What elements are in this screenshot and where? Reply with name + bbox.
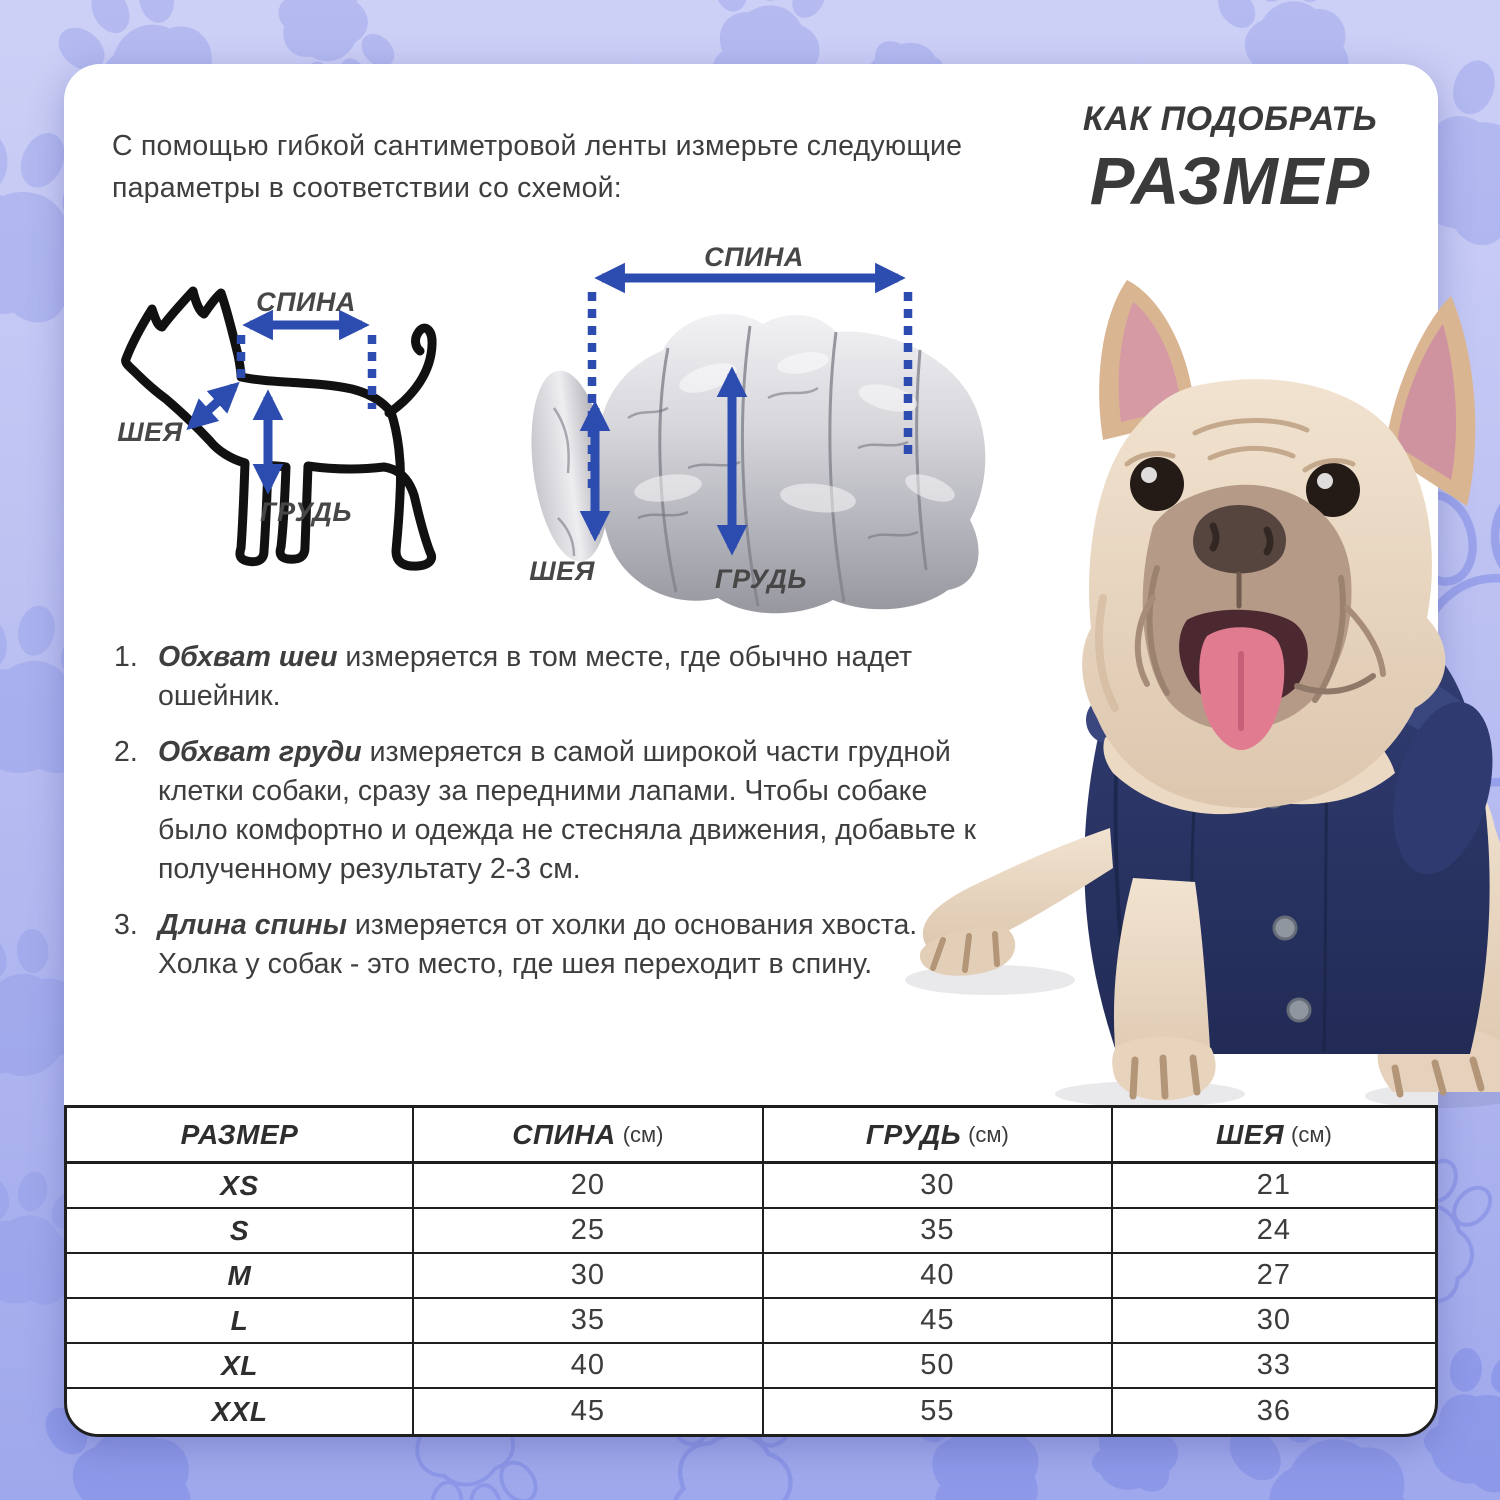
instruction-term: Длина спины (158, 909, 347, 942)
table-row-s-back (414, 1209, 764, 1254)
table-row-xl-back (414, 1344, 764, 1389)
table-row-l-back (414, 1299, 764, 1344)
size-table-header-back (414, 1108, 764, 1164)
header-label: ГРУДЬ (865, 1118, 962, 1150)
instruction-number: 2. (114, 736, 138, 769)
header-unit: (см) (1291, 1121, 1332, 1147)
table-row-l-size (67, 1299, 414, 1344)
back-value: 25 (570, 1214, 606, 1246)
instruction-item-3 (114, 906, 982, 984)
page-title-line2: РАЗМЕР (1089, 144, 1371, 219)
chest-value: 50 (920, 1349, 955, 1381)
table-row-m-neck (1113, 1254, 1435, 1299)
table-row-xl-neck (1113, 1344, 1435, 1389)
page-title-line1: КАК ПОДОБРАТЬ (1082, 100, 1378, 138)
size-table (64, 1105, 1438, 1437)
chest-value: 35 (920, 1214, 955, 1246)
instruction-item-2 (114, 733, 982, 889)
back-value: 40 (570, 1349, 606, 1381)
size-value: M (227, 1259, 252, 1291)
table-row-l-chest (764, 1299, 1113, 1344)
table-row-xs-size (67, 1164, 414, 1209)
header-label: СПИНА (512, 1118, 616, 1150)
instruction-body: измеряется от холки до основания хвоста. Холка у собак - это место, где шея переходит в спину. (158, 909, 918, 981)
back-value: 20 (570, 1169, 606, 1201)
table-row-l-neck (1113, 1299, 1435, 1344)
table-row-s-chest (764, 1209, 1113, 1254)
table-row-m-back (414, 1254, 764, 1299)
dog-chest-label: ГРУДЬ (260, 497, 352, 527)
neck-value: 33 (1256, 1349, 1292, 1381)
instruction-number: 3. (114, 909, 138, 942)
table-row-xs-chest (764, 1164, 1113, 1209)
size-table-header-size (67, 1108, 414, 1164)
size-table-header-chest (764, 1108, 1113, 1164)
neck-value: 30 (1256, 1304, 1292, 1336)
size-value: S (229, 1214, 250, 1246)
jacket-chest-label: ГРУДЬ (715, 564, 807, 594)
table-row-xs-back (414, 1164, 764, 1209)
size-value: XS (220, 1169, 259, 1201)
table-row-s-neck (1113, 1209, 1435, 1254)
dog-measurement-diagram (100, 263, 490, 598)
header-label: РАЗМЕР (180, 1118, 299, 1150)
size-value: L (230, 1304, 249, 1336)
chest-value: 30 (920, 1169, 955, 1201)
back-value: 45 (570, 1395, 606, 1427)
table-row-xxl-chest (764, 1389, 1113, 1434)
table-row-xxl-size (67, 1389, 414, 1434)
french-bulldog-photo (895, 268, 1500, 1108)
header-unit: (см) (968, 1121, 1009, 1147)
page-title (1025, 100, 1435, 220)
instruction-text (158, 733, 982, 889)
size-value: XXL (211, 1395, 268, 1427)
neck-value: 21 (1256, 1169, 1292, 1201)
table-row-xl-chest (764, 1344, 1113, 1389)
table-row-xs-neck (1113, 1164, 1435, 1209)
instruction-term: Обхват груди (158, 736, 362, 769)
header-unit: (см) (622, 1121, 664, 1147)
dog-neck-label: ШЕЯ (117, 417, 183, 447)
dog-head (1082, 379, 1445, 808)
table-row-m-chest (764, 1254, 1113, 1299)
jacket-back-label: СПИНА (704, 242, 804, 272)
instruction-number: 1. (114, 641, 138, 673)
instruction-body: измеряется в самой широкой части грудной клетки собаки, сразу за передними лапами. Чтобы собаке было комфортно и одежда не стесняла движения, добавьте к полученному результату 2-3 см. (158, 736, 976, 886)
size-value: XL (221, 1349, 258, 1381)
instruction-term: Обхват шеи (158, 641, 338, 673)
instruction-body: измеряется в том месте, где обычно надет ошейник. (158, 641, 913, 713)
table-row-s-size (67, 1209, 414, 1254)
dog-front-left-leg (920, 828, 1113, 976)
instructions-list (114, 638, 982, 1001)
instruction-text (158, 638, 982, 716)
chest-value: 55 (920, 1395, 955, 1427)
intro-text: С помощью гибкой сантиметровой ленты измерьте следующие параметры в соответствии со схемой: (112, 130, 963, 204)
neck-value: 27 (1256, 1259, 1292, 1291)
table-row-xl-size (67, 1344, 414, 1389)
chest-value: 40 (920, 1259, 955, 1291)
back-value: 30 (570, 1259, 606, 1291)
neck-value: 36 (1256, 1395, 1292, 1427)
instruction-item-1 (114, 638, 982, 716)
back-value: 35 (570, 1304, 606, 1336)
chest-value: 45 (920, 1304, 955, 1336)
table-row-xxl-back (414, 1389, 764, 1434)
neck-value: 24 (1256, 1214, 1292, 1246)
size-table-header-neck (1113, 1108, 1435, 1164)
instruction-text (158, 906, 982, 984)
dog-back-label: СПИНА (256, 287, 356, 317)
header-label: ШЕЯ (1216, 1118, 1285, 1150)
table-row-xxl-neck (1113, 1389, 1435, 1434)
table-row-m-size (67, 1254, 414, 1299)
jacket-neck-label: ШЕЯ (529, 556, 595, 586)
